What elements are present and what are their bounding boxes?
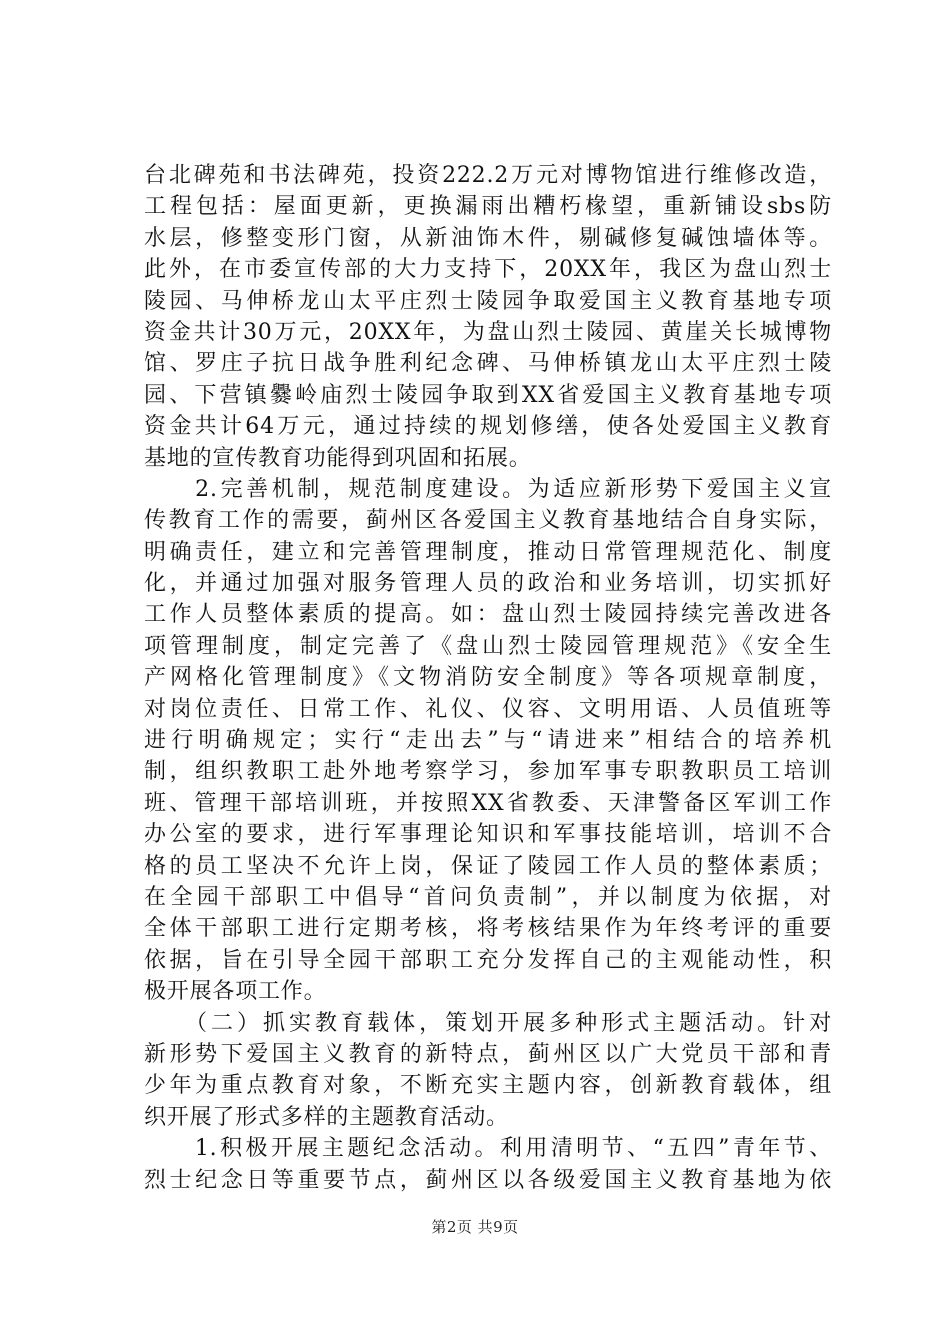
text-line: 工作人员整体素质的提高。如：盘山烈士陵园持续完善改进各 (144, 602, 832, 628)
text-line: 陵园、马伸桥龙山太平庄烈士陵园争取爱国主义教育基地专项 (144, 288, 832, 314)
text-line: 班、管理干部培训班，并按照XX省教委、天津警备区军训工作 (144, 790, 832, 816)
text-line: 进行明确规定；实行“走出去”与“请进来”相结合的培养机 (144, 728, 832, 754)
text-line: 少年为重点教育对象，不断充实主题内容，创新教育载体，组 (144, 1073, 832, 1099)
text-line: 全体干部职工进行定期考核，将考核结果作为年终考评的重要 (144, 916, 832, 942)
text-line: 资金共计30万元，20XX年，为盘山烈士陵园、黄崖关长城博物 (144, 319, 832, 345)
text-line: 工程包括：屋面更新，更换漏雨出糟朽椽望，重新铺设sbs防 (144, 194, 832, 220)
text-line: 新形势下爱国主义教育的新特点，蓟州区以广大党员干部和青 (144, 1041, 832, 1067)
text-line: 此外，在市委宣传部的大力支持下，20XX年，我区为盘山烈士 (144, 257, 832, 283)
text-line: 依据，旨在引导全园干部职工充分发挥自己的主观能动性，积 (144, 947, 832, 973)
text-line: 烈士纪念日等重要节点，蓟州区以各级爱国主义教育基地为依 (144, 1167, 832, 1193)
text-line: 产网格化管理制度》《文物消防安全制度》等各项规章制度， (144, 665, 832, 691)
text-line: 项管理制度，制定完善了《盘山烈士陵园管理规范》《安全生 (144, 633, 832, 659)
text-line: 极开展各项工作。 (144, 979, 327, 1005)
text-line: 在全园干部职工中倡导“首问负责制”，并以制度为依据，对 (144, 884, 832, 910)
text-line: 制，组织教职工赴外地考察学习，参加军事专职教职员工培训 (144, 759, 832, 785)
text-line: 台北碑苑和书法碑苑，投资222.2万元对博物馆进行维修改造， (144, 163, 832, 188)
text-line: 化，并通过加强对服务管理人员的政治和业务培训，切实抓好 (144, 571, 832, 597)
text-line: 2.完善机制，规范制度建设。为适应新形势下爱国主义宣 (144, 476, 832, 502)
text-line: 园、下营镇爨岭庙烈士陵园争取到XX省爱国主义教育基地专项 (144, 382, 832, 408)
text-line: 1.积极开展主题纪念活动。利用清明节、“五四”青年节、 (144, 1136, 832, 1162)
page-number-footer: 第2页 共9页 (431, 1218, 519, 1236)
text-line: 水层，修整变形门窗，从新油饰木件，剔碱修复碱蚀墙体等。 (144, 225, 832, 251)
text-line: 资金共计64万元，通过持续的规划修缮，使各处爱国主义教育 (144, 414, 832, 440)
text-line: 织开展了形式多样的主题教育活动。 (144, 1104, 509, 1130)
text-line: 基地的宣传教育功能得到巩固和拓展。 (144, 445, 532, 471)
text-line: 对岗位责任、日常工作、礼仪、仪容、文明用语、人员值班等 (144, 696, 832, 722)
text-line: 格的员工坚决不允许上岗，保证了陵园工作人员的整体素质； (144, 853, 832, 879)
text-line: 传教育工作的需要，蓟州区各爱国主义教育基地结合自身实际， (144, 508, 832, 534)
text-line: 明确责任，建立和完善管理制度，推动日常管理规范化、制度 (144, 539, 832, 565)
document-body (144, 160, 832, 1196)
text-line: 办公室的要求，进行军事理论知识和军事技能培训，培训不合 (144, 822, 832, 848)
text-line: （二）抓实教育载体，策划开展多种形式主题活动。针对 (144, 1010, 832, 1036)
text-line: 馆、罗庄子抗日战争胜利纪念碑、马伸桥镇龙山太平庄烈士陵 (144, 351, 832, 377)
